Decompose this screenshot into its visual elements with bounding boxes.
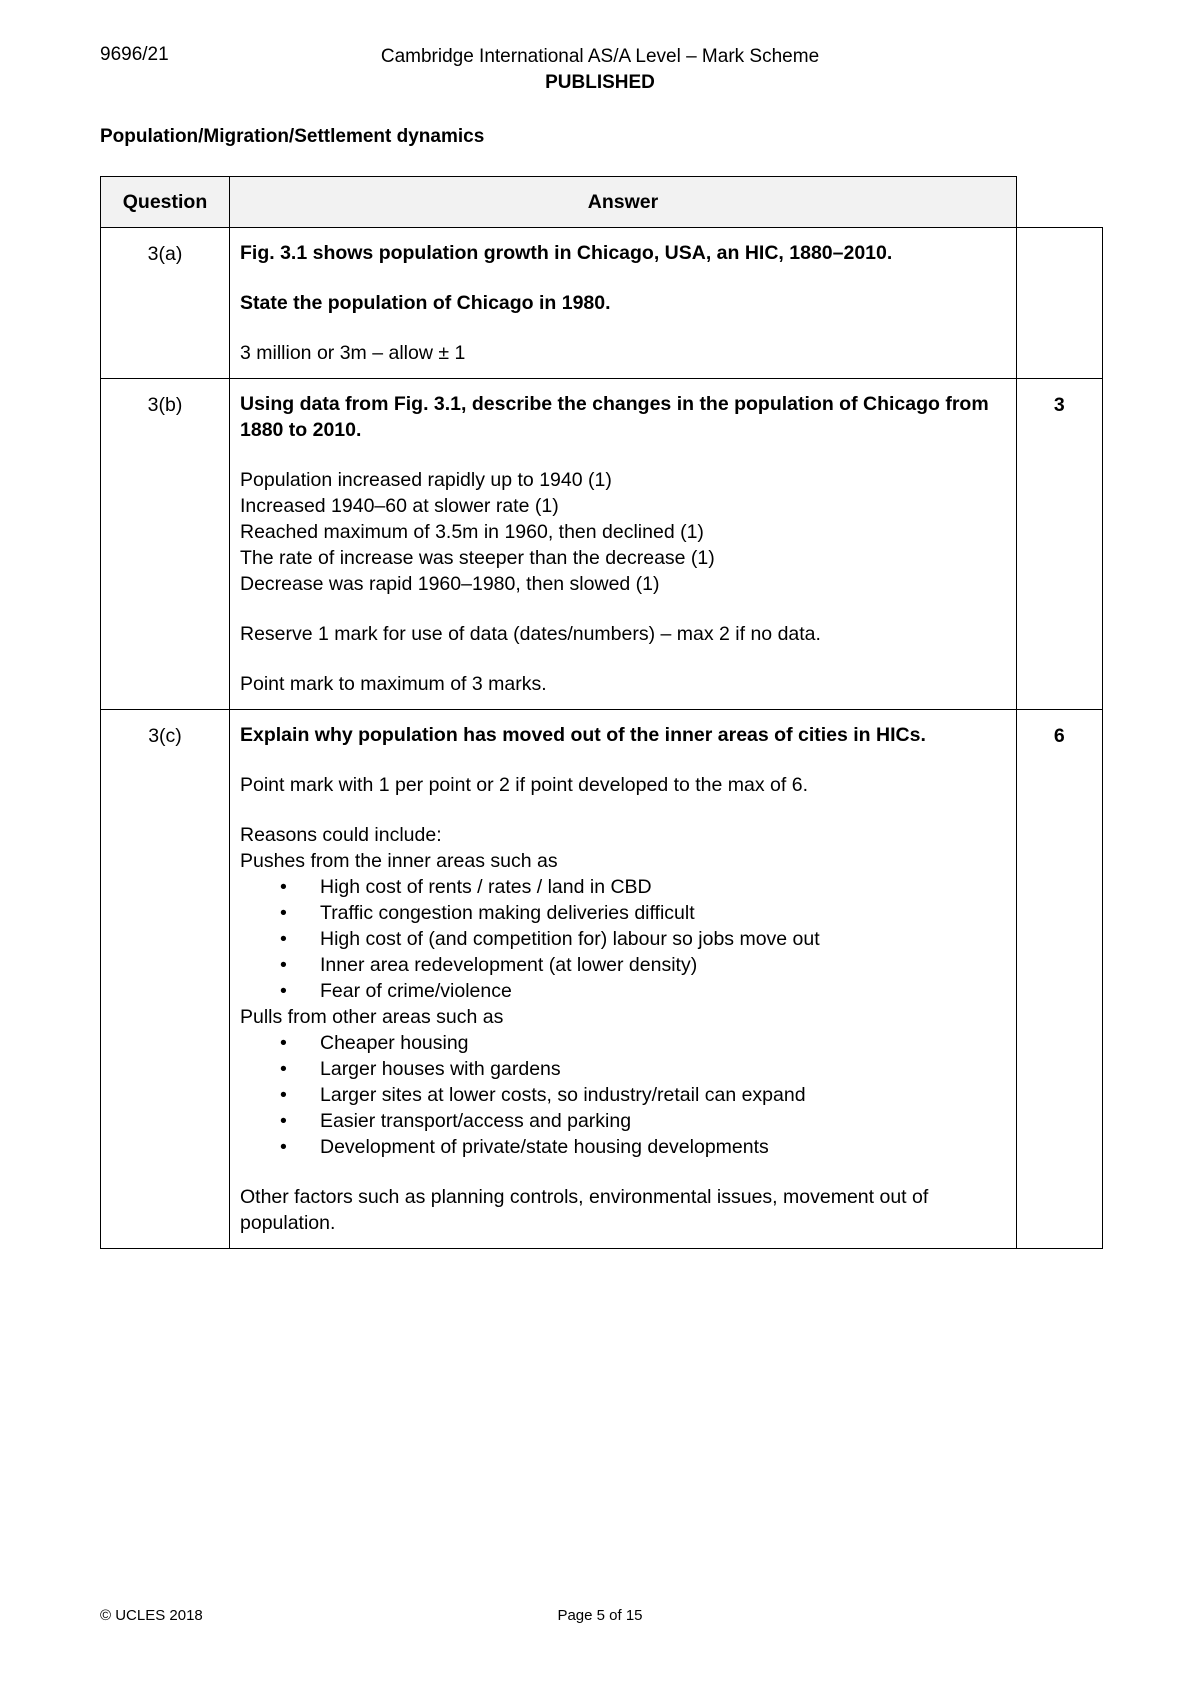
answer-line: Decrease was rapid 1960–1980, then slowed (1) [240, 573, 660, 595]
bullet-item: • Larger sites at lower costs, so industry/retail can expand [240, 1082, 1006, 1108]
answer-line: Other factors such as planning controls, environmental issues, movement out of population. [240, 1186, 929, 1234]
header-status: PUBLISHED [545, 72, 655, 93]
answer-line: Population increased rapidly up to 1940 (1) [240, 469, 612, 491]
bullet-item: • High cost of rents / rates / land in CBD [240, 874, 1006, 900]
spacer [240, 798, 1006, 822]
bullet-item: • Inner area redevelopment (at lower density) [240, 952, 1006, 978]
question-number: 3(a) [101, 228, 230, 379]
answer-line: Point mark with 1 per point or 2 if point developed to the max of 6. [240, 774, 808, 796]
header-title: Cambridge International AS/A Level – Mark Scheme [380, 46, 820, 67]
table-header-row [101, 177, 1103, 228]
section-title: Population/Migration/Settlement dynamics [100, 126, 485, 147]
answer-line: Reached maximum of 3.5m in 1960, then declined (1) [240, 521, 704, 543]
bullet-item: • High cost of (and competition for) labour so jobs move out [240, 926, 1006, 952]
bullet-item: • Traffic congestion making deliveries difficult [240, 900, 1006, 926]
answer-line: Point mark to maximum of 3 marks. [240, 673, 547, 695]
table-row [101, 710, 1103, 1249]
answer-line: Pulls from other areas such as [240, 1006, 504, 1028]
bullet-item: • Fear of crime/violence [240, 978, 1006, 1004]
answer-line: The rate of increase was steeper than the decrease (1) [240, 547, 715, 569]
spacer [240, 316, 1006, 340]
spacer [240, 597, 1006, 621]
marks [1017, 228, 1103, 379]
spacer [240, 266, 1006, 290]
column-header-marks [1017, 177, 1103, 228]
bullet-item: • Development of private/state housing developments [240, 1134, 1006, 1160]
marks: 6 [1017, 710, 1103, 1249]
answer-line: Reserve 1 mark for use of data (dates/numbers) – max 2 if no data. [240, 623, 821, 645]
answer-cell [230, 228, 1017, 379]
bullet-item: • Larger houses with gardens [240, 1056, 1006, 1082]
bullet-item: • Easier transport/access and parking [240, 1108, 1006, 1134]
bullet-item: • Cheaper housing [240, 1030, 1006, 1056]
bullet-list [240, 1030, 1006, 1160]
answer-cell [230, 710, 1017, 1249]
column-header-answer: Answer [230, 177, 1017, 228]
question-prompt: Explain why population has moved out of the inner areas of cities in HICs. [240, 724, 926, 746]
table-row [101, 379, 1103, 710]
spacer [240, 1160, 1006, 1184]
spacer [240, 647, 1006, 671]
question-number: 3(c) [101, 710, 230, 1249]
copyright: © UCLES 2018 [100, 1607, 203, 1624]
mark-scheme-table [100, 176, 1103, 1249]
question-prompt: Using data from Fig. 3.1, describe the changes in the population of Chicago from 1880 to 2010. [240, 393, 989, 441]
answer-line: Reasons could include: [240, 824, 442, 846]
column-header-question: Question [101, 177, 230, 228]
bullet-list [240, 874, 1006, 1004]
answer-line: Increased 1940–60 at slower rate (1) [240, 495, 559, 517]
table-row [101, 228, 1103, 379]
answer-line: Pushes from the inner areas such as [240, 850, 558, 872]
answer-line: 3 million or 3m – allow ± 1 [240, 342, 466, 364]
marks: 3 [1017, 379, 1103, 710]
answer-cell [230, 379, 1017, 710]
paper-code: 9696/21 [100, 44, 169, 65]
page-header [0, 44, 1190, 96]
spacer [240, 748, 1006, 772]
page-number: Page 5 of 15 [557, 1607, 643, 1624]
question-prompt: State the population of Chicago in 1980. [240, 292, 611, 314]
spacer [240, 443, 1006, 467]
question-prompt: Fig. 3.1 shows population growth in Chicago, USA, an HIC, 1880–2010. [240, 242, 893, 264]
question-number: 3(b) [101, 379, 230, 710]
